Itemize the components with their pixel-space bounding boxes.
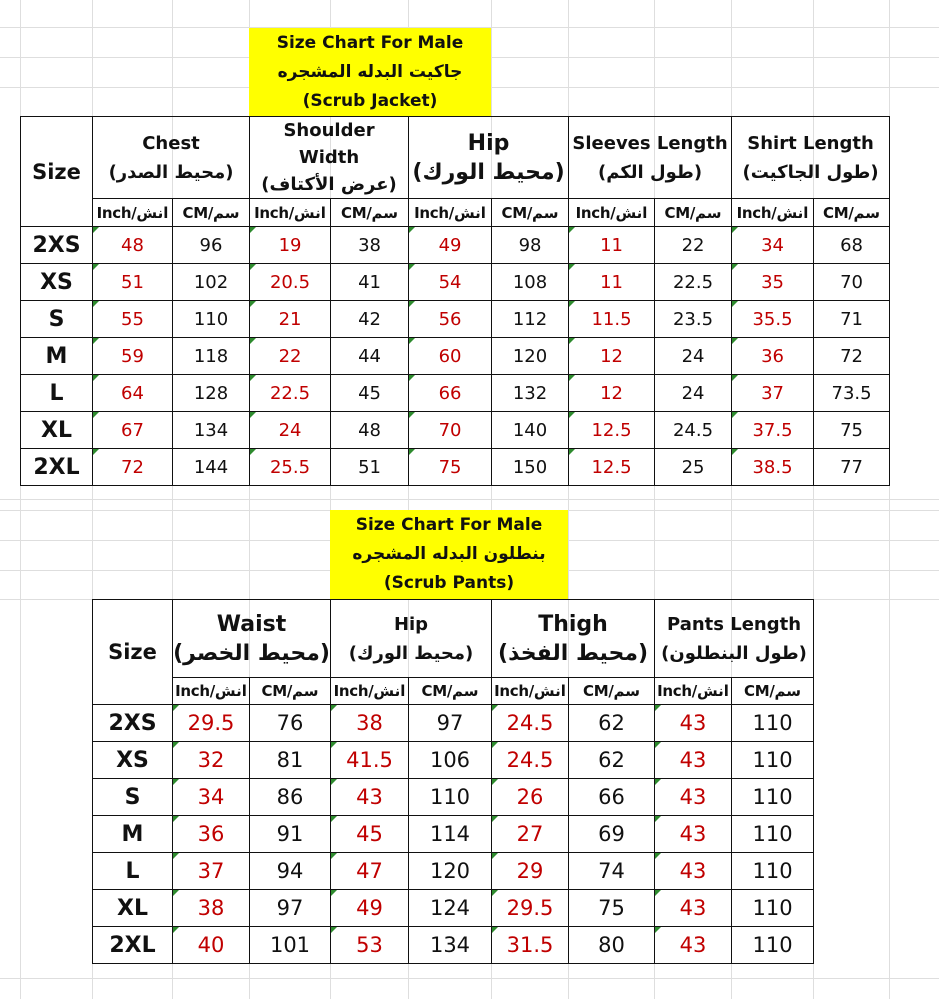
unit-inch: Inch/انش	[93, 199, 173, 227]
inch-value-cell: 43	[655, 816, 732, 853]
pants-title-sub: (Scrub Pants)	[383, 573, 515, 593]
inch-value-cell: 38	[173, 890, 250, 927]
cm-value-cell: 128	[173, 375, 250, 412]
pants-col-length-ar: (طول البنطلون)	[661, 642, 807, 664]
pants-title-banner	[330, 510, 568, 599]
pants-col-waist	[173, 600, 331, 678]
cm-value-cell: 76	[250, 705, 331, 742]
inch-value-cell: 21	[250, 301, 331, 338]
cm-value-cell: 110	[732, 853, 814, 890]
inch-value-cell: 35	[732, 264, 814, 301]
cm-value-cell: 118	[173, 338, 250, 375]
pants-col-length-en: Pants Length	[667, 613, 802, 635]
inch-value-cell: 56	[409, 301, 492, 338]
pants-size-header: Size	[93, 600, 173, 705]
cm-value-cell: 97	[409, 705, 492, 742]
cm-value-cell: 124	[409, 890, 492, 927]
inch-value-cell: 36	[173, 816, 250, 853]
cm-value-cell: 108	[492, 264, 569, 301]
inch-value-cell: 11	[569, 264, 655, 301]
inch-value-cell: 26	[492, 779, 569, 816]
inch-value-cell: 12	[569, 338, 655, 375]
cm-value-cell: 94	[250, 853, 331, 890]
inch-value-cell: 54	[409, 264, 492, 301]
unit-inch: Inch/انش	[732, 199, 814, 227]
inch-value-cell: 22.5	[250, 375, 331, 412]
jacket-col-shoulder-en: Shoulder Width	[283, 120, 375, 168]
cm-value-cell: 112	[492, 301, 569, 338]
size-label: M	[93, 816, 173, 853]
cm-value-cell: 110	[732, 927, 814, 964]
pants-row	[93, 705, 814, 742]
cm-value-cell: 24.5	[655, 412, 732, 449]
pants-row	[93, 890, 814, 927]
unit-cm: CM/سم	[173, 199, 250, 227]
cm-value-cell: 150	[492, 449, 569, 486]
inch-value-cell: 27	[492, 816, 569, 853]
cm-value-cell: 51	[331, 449, 409, 486]
cm-value-cell: 96	[173, 227, 250, 264]
inch-value-cell: 53	[331, 927, 409, 964]
cm-value-cell: 140	[492, 412, 569, 449]
size-label: XS	[21, 264, 93, 301]
pants-row	[93, 853, 814, 890]
cm-value-cell: 114	[409, 816, 492, 853]
inch-value-cell: 49	[331, 890, 409, 927]
jacket-row	[21, 412, 890, 449]
pants-col-thigh-ar: (محيط الفخذ)	[498, 640, 649, 666]
cm-value-cell: 110	[409, 779, 492, 816]
cm-value-cell: 110	[173, 301, 250, 338]
cm-value-cell: 70	[814, 264, 890, 301]
cm-value-cell: 134	[409, 927, 492, 964]
inch-value-cell: 64	[93, 375, 173, 412]
cm-value-cell: 69	[569, 816, 655, 853]
jacket-col-hip	[409, 117, 569, 199]
pants-row	[93, 779, 814, 816]
inch-value-cell: 47	[331, 853, 409, 890]
inch-value-cell: 24.5	[492, 705, 569, 742]
size-label: 2XL	[21, 449, 93, 486]
size-label: XL	[93, 890, 173, 927]
inch-value-cell: 36	[732, 338, 814, 375]
size-label: L	[21, 375, 93, 412]
pants-col-hip-ar: (محيط الورك)	[348, 642, 474, 664]
inch-value-cell: 66	[409, 375, 492, 412]
inch-value-cell: 67	[93, 412, 173, 449]
inch-value-cell: 43	[655, 853, 732, 890]
inch-value-cell: 24.5	[492, 742, 569, 779]
cm-value-cell: 80	[569, 927, 655, 964]
jacket-col-shoulder	[250, 117, 409, 199]
inch-value-cell: 11.5	[569, 301, 655, 338]
inch-value-cell: 37	[173, 853, 250, 890]
inch-value-cell: 51	[93, 264, 173, 301]
unit-inch: Inch/انش	[331, 678, 409, 705]
inch-value-cell: 32	[173, 742, 250, 779]
inch-value-cell: 60	[409, 338, 492, 375]
cm-value-cell: 38	[331, 227, 409, 264]
jacket-row	[21, 338, 890, 375]
jacket-col-shirt-length-ar: (طول الجاكيت)	[742, 161, 879, 183]
jacket-col-shoulder-ar: (عرض الأكتاف)	[261, 174, 397, 195]
cm-value-cell: 110	[732, 779, 814, 816]
unit-cm: CM/سم	[814, 199, 890, 227]
inch-value-cell: 37.5	[732, 412, 814, 449]
unit-cm: CM/سم	[569, 678, 655, 705]
inch-value-cell: 70	[409, 412, 492, 449]
cm-value-cell: 74	[569, 853, 655, 890]
cm-value-cell: 22.5	[655, 264, 732, 301]
inch-value-cell: 20.5	[250, 264, 331, 301]
cm-value-cell: 75	[569, 890, 655, 927]
jacket-col-chest	[93, 117, 250, 199]
pants-col-waist-ar: (محيط الخصر)	[173, 640, 330, 666]
unit-cm: CM/سم	[250, 678, 331, 705]
unit-cm: CM/سم	[331, 199, 409, 227]
inch-value-cell: 29	[492, 853, 569, 890]
jacket-title-ar: جاكيت البدله المشجره	[277, 61, 463, 82]
inch-value-cell: 48	[93, 227, 173, 264]
cm-value-cell: 120	[409, 853, 492, 890]
pants-title-en: Size Chart For Male	[355, 515, 543, 535]
pants-col-thigh	[492, 600, 655, 678]
jacket-size-table	[20, 116, 890, 486]
cm-value-cell: 44	[331, 338, 409, 375]
jacket-title-banner	[249, 28, 491, 116]
cm-value-cell: 106	[409, 742, 492, 779]
inch-value-cell: 29.5	[492, 890, 569, 927]
size-label: 2XL	[93, 927, 173, 964]
pants-row	[93, 816, 814, 853]
cm-value-cell: 24	[655, 375, 732, 412]
inch-value-cell: 40	[173, 927, 250, 964]
inch-value-cell: 12	[569, 375, 655, 412]
cm-value-cell: 86	[250, 779, 331, 816]
pants-col-thigh-en: Thigh	[538, 611, 608, 637]
unit-inch: Inch/انش	[250, 199, 331, 227]
jacket-title-en: Size Chart For Male	[276, 32, 464, 53]
cm-value-cell: 42	[331, 301, 409, 338]
unit-cm: CM/سم	[409, 678, 492, 705]
inch-value-cell: 12.5	[569, 412, 655, 449]
cm-value-cell: 77	[814, 449, 890, 486]
pants-row	[93, 742, 814, 779]
size-label: 2XS	[93, 705, 173, 742]
cm-value-cell: 68	[814, 227, 890, 264]
unit-inch: Inch/انش	[569, 199, 655, 227]
inch-value-cell: 59	[93, 338, 173, 375]
size-label: 2XS	[21, 227, 93, 264]
cm-value-cell: 110	[732, 742, 814, 779]
jacket-title-sub: (Scrub Jacket)	[302, 90, 438, 111]
size-label: S	[21, 301, 93, 338]
inch-value-cell: 11	[569, 227, 655, 264]
unit-inch: Inch/انش	[409, 199, 492, 227]
unit-inch: Inch/انش	[173, 678, 250, 705]
inch-value-cell: 31.5	[492, 927, 569, 964]
pants-col-length	[655, 600, 814, 678]
size-label: M	[21, 338, 93, 375]
cm-value-cell: 101	[250, 927, 331, 964]
inch-value-cell: 37	[732, 375, 814, 412]
inch-value-cell: 75	[409, 449, 492, 486]
size-label: XS	[93, 742, 173, 779]
cm-value-cell: 24	[655, 338, 732, 375]
inch-value-cell: 22	[250, 338, 331, 375]
jacket-row	[21, 449, 890, 486]
jacket-row	[21, 264, 890, 301]
jacket-col-chest-ar: (محيط الصدر)	[108, 161, 234, 183]
cm-value-cell: 110	[732, 890, 814, 927]
size-label: XL	[21, 412, 93, 449]
cm-value-cell: 66	[569, 779, 655, 816]
pants-size-table	[92, 599, 814, 964]
inch-value-cell: 34	[173, 779, 250, 816]
pants-title-ar: بنطلون البدله المشجره	[352, 544, 546, 564]
jacket-col-sleeves-ar: (طول الكم)	[597, 161, 703, 183]
cm-value-cell: 134	[173, 412, 250, 449]
cm-value-cell: 45	[331, 375, 409, 412]
inch-value-cell: 35.5	[732, 301, 814, 338]
inch-value-cell: 43	[655, 705, 732, 742]
cm-value-cell: 23.5	[655, 301, 732, 338]
unit-inch: Inch/انش	[655, 678, 732, 705]
size-label: S	[93, 779, 173, 816]
size-label: L	[93, 853, 173, 890]
jacket-col-chest-en: Chest	[142, 132, 200, 154]
inch-value-cell: 38	[331, 705, 409, 742]
pants-col-waist-en: Waist	[216, 611, 287, 637]
cm-value-cell: 110	[732, 816, 814, 853]
cm-value-cell: 132	[492, 375, 569, 412]
jacket-row	[21, 227, 890, 264]
inch-value-cell: 43	[655, 742, 732, 779]
cm-value-cell: 98	[492, 227, 569, 264]
inch-value-cell: 41.5	[331, 742, 409, 779]
cm-value-cell: 41	[331, 264, 409, 301]
cm-value-cell: 73.5	[814, 375, 890, 412]
unit-cm: CM/سم	[655, 199, 732, 227]
cm-value-cell: 97	[250, 890, 331, 927]
cm-value-cell: 102	[173, 264, 250, 301]
jacket-col-sleeves	[569, 117, 732, 199]
cm-value-cell: 62	[569, 742, 655, 779]
inch-value-cell: 43	[655, 927, 732, 964]
unit-cm: CM/سم	[732, 678, 814, 705]
jacket-unit-row	[21, 199, 890, 227]
cm-value-cell: 25	[655, 449, 732, 486]
cm-value-cell: 62	[569, 705, 655, 742]
cm-value-cell: 144	[173, 449, 250, 486]
inch-value-cell: 43	[655, 890, 732, 927]
unit-cm: CM/سم	[492, 199, 569, 227]
jacket-col-sleeves-en: Sleeves Length	[572, 132, 728, 154]
inch-value-cell: 55	[93, 301, 173, 338]
jacket-col-shirt-length	[732, 117, 890, 199]
cm-value-cell: 72	[814, 338, 890, 375]
pants-unit-row	[93, 678, 814, 705]
inch-value-cell: 38.5	[732, 449, 814, 486]
cm-value-cell: 91	[250, 816, 331, 853]
inch-value-cell: 12.5	[569, 449, 655, 486]
jacket-row	[21, 301, 890, 338]
cm-value-cell: 75	[814, 412, 890, 449]
unit-inch: Inch/انش	[492, 678, 569, 705]
inch-value-cell: 25.5	[250, 449, 331, 486]
jacket-row	[21, 375, 890, 412]
jacket-col-shirt-length-en: Shirt Length	[747, 132, 874, 154]
cm-value-cell: 22	[655, 227, 732, 264]
inch-value-cell: 43	[331, 779, 409, 816]
pants-row	[93, 927, 814, 964]
cm-value-cell: 120	[492, 338, 569, 375]
jacket-col-hip-ar: (محيط الورك)	[412, 159, 565, 185]
pants-col-hip-en: Hip	[393, 613, 429, 635]
cm-value-cell: 110	[732, 705, 814, 742]
jacket-col-hip-en: Hip	[467, 130, 510, 156]
cm-value-cell: 71	[814, 301, 890, 338]
inch-value-cell: 19	[250, 227, 331, 264]
jacket-size-header: Size	[21, 117, 93, 227]
inch-value-cell: 45	[331, 816, 409, 853]
cm-value-cell: 48	[331, 412, 409, 449]
inch-value-cell: 34	[732, 227, 814, 264]
inch-value-cell: 24	[250, 412, 331, 449]
cm-value-cell: 81	[250, 742, 331, 779]
inch-value-cell: 29.5	[173, 705, 250, 742]
inch-value-cell: 43	[655, 779, 732, 816]
pants-col-hip	[331, 600, 492, 678]
inch-value-cell: 49	[409, 227, 492, 264]
inch-value-cell: 72	[93, 449, 173, 486]
